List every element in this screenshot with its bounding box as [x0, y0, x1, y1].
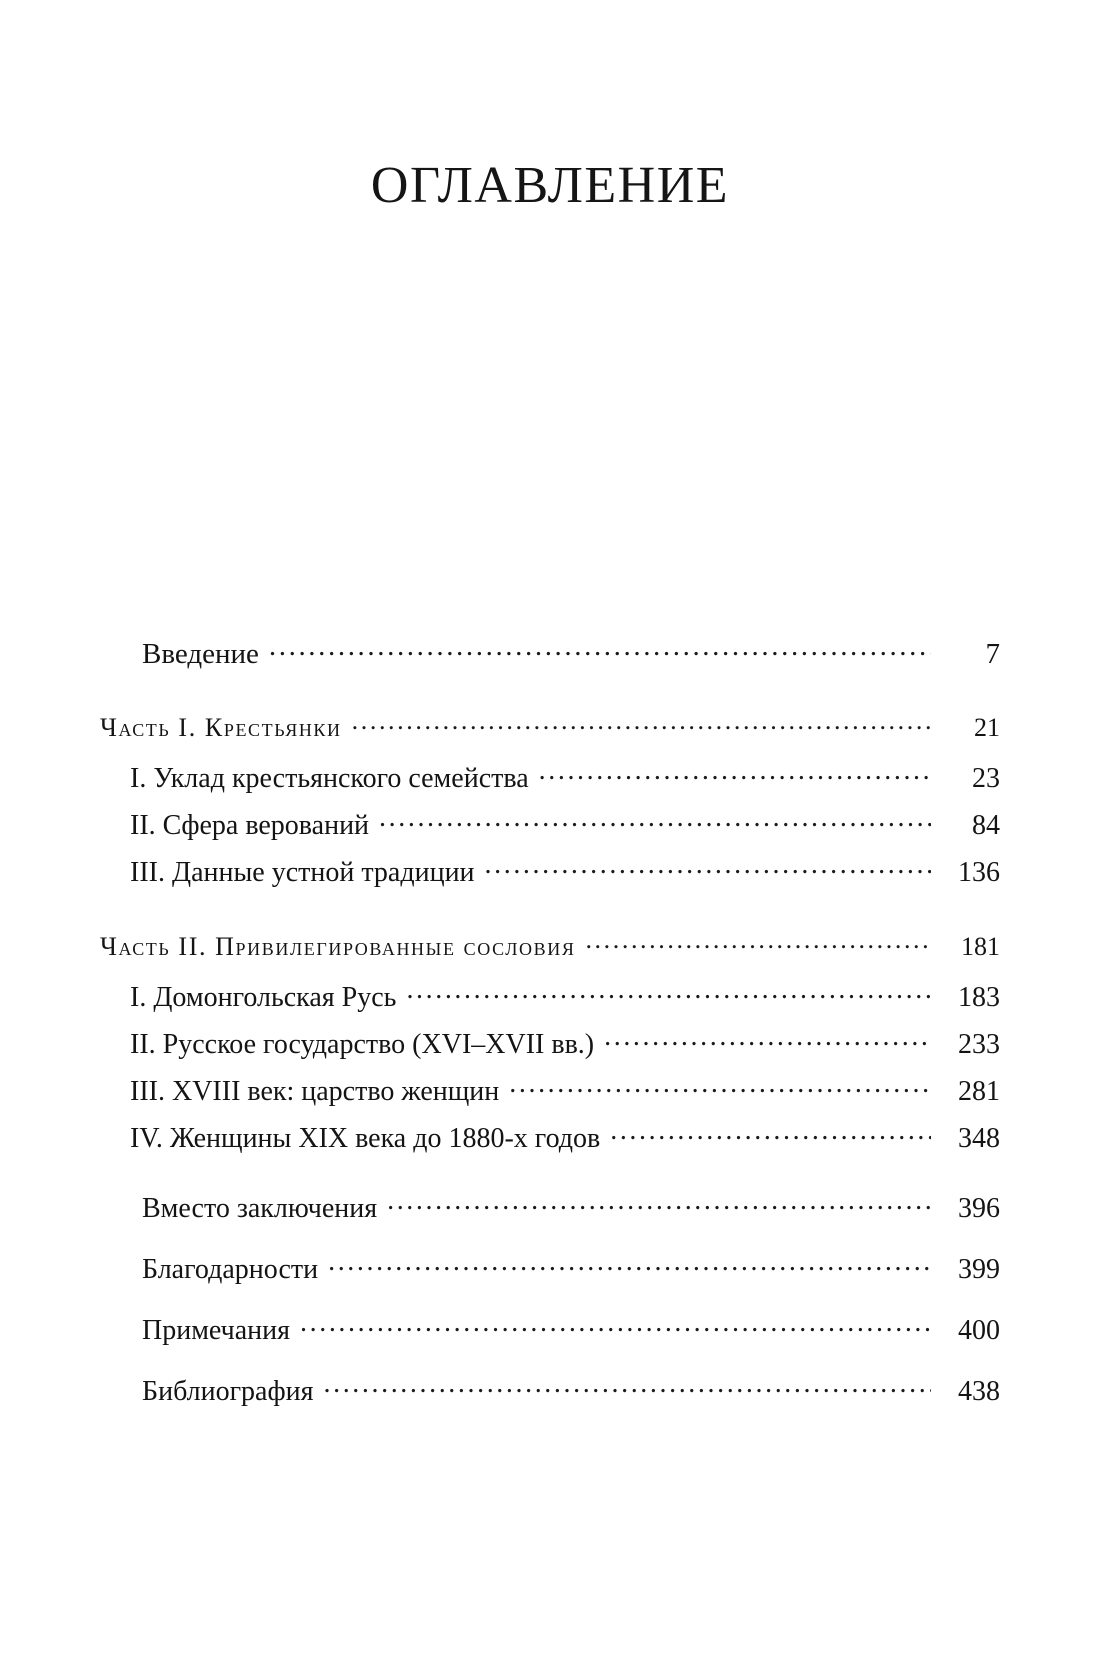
dot-leader	[328, 1250, 931, 1278]
dot-leader	[509, 1072, 931, 1100]
toc-entry-page-number: 396	[958, 1193, 1000, 1224]
dot-leader	[610, 1119, 931, 1147]
spacer	[0, 1345, 1100, 1372]
spacer	[0, 1223, 1100, 1250]
spacer	[0, 1106, 1100, 1119]
spacer	[0, 1059, 1100, 1072]
dot-leader	[352, 710, 931, 736]
toc-entry-label: Введение	[142, 638, 259, 670]
toc-entry-back-matter[interactable]	[142, 1189, 1000, 1223]
toc-entry-label: Вместо заключения	[142, 1193, 378, 1224]
toc-entry-chapter[interactable]	[130, 853, 1000, 887]
spacer	[0, 1153, 1100, 1189]
toc-part-page-number: 181	[961, 932, 1000, 961]
toc-entry-label: Библиография	[142, 1376, 314, 1407]
toc-entry-page-number: 183	[958, 982, 1000, 1013]
dot-leader	[324, 1372, 932, 1400]
dot-leader	[604, 1025, 931, 1053]
spacer	[0, 741, 1100, 759]
spacer	[0, 669, 1100, 710]
dot-leader	[300, 1311, 931, 1339]
toc-entry-page-number: 136	[958, 857, 1000, 888]
dot-leader	[387, 1189, 931, 1217]
toc-entry-page-number: 233	[958, 1029, 1000, 1060]
toc-entry-label: III. XVIII век: царство женщин	[130, 1076, 500, 1107]
toc-entry-page-number: 281	[958, 1076, 1000, 1107]
toc-part-heading-2[interactable]	[100, 929, 1000, 960]
spacer	[0, 1284, 1100, 1311]
toc-entry-page-number: 438	[958, 1376, 1000, 1407]
toc-entry-chapter[interactable]	[130, 1072, 1000, 1106]
toc-entry-label: II. Русское государство (XVI–XVII вв.)	[130, 1029, 595, 1060]
toc-entry-page-number: 7	[985, 638, 1000, 670]
spacer	[0, 793, 1100, 806]
toc-entry-back-matter[interactable]	[142, 1372, 1000, 1406]
toc-entry-label: Примечания	[142, 1315, 291, 1346]
toc-part-label: Часть I. Крестьянки	[100, 713, 342, 742]
dot-leader	[485, 853, 931, 881]
toc-entry-list	[0, 634, 1100, 1406]
toc-entry-chapter[interactable]	[130, 1025, 1000, 1059]
toc-entry-page-number: 399	[958, 1254, 1000, 1285]
dot-leader	[379, 806, 931, 834]
toc-part-heading-1[interactable]	[100, 710, 1000, 741]
toc-entry-front-matter[interactable]	[142, 634, 1000, 669]
toc-entry-back-matter[interactable]	[142, 1311, 1000, 1345]
dot-leader	[585, 929, 931, 955]
toc-part-page-number: 21	[974, 713, 1000, 742]
toc-entry-page-number: 84	[972, 810, 1000, 841]
dot-leader	[539, 759, 931, 787]
spacer	[0, 960, 1100, 978]
dot-leader	[269, 634, 931, 663]
toc-entry-label: III. Данные устной традиции	[130, 857, 475, 888]
toc-entry-label: IV. Женщины XIX века до 1880-х годов	[130, 1123, 601, 1154]
spacer	[0, 1012, 1100, 1025]
toc-entry-label: II. Сфера верований	[130, 810, 370, 841]
toc-entry-page-number: 23	[972, 763, 1000, 794]
spacer	[0, 887, 1100, 929]
page-title: ОГЛАВЛЕНИЕ	[370, 157, 730, 214]
toc-entry-page-number: 400	[958, 1315, 1000, 1346]
toc-entry-chapter[interactable]	[130, 806, 1000, 840]
spacer	[0, 840, 1100, 853]
toc-entry-chapter[interactable]	[130, 759, 1000, 793]
toc-entry-label: Благодарности	[142, 1254, 319, 1285]
toc-entry-label: I. Уклад крестьянского семейства	[130, 763, 529, 794]
toc-entry-chapter[interactable]	[130, 978, 1000, 1012]
toc-entry-page-number: 348	[958, 1123, 1000, 1154]
toc-entry-back-matter[interactable]	[142, 1250, 1000, 1284]
toc-entry-label: I. Домонгольская Русь	[130, 982, 397, 1013]
toc-entry-chapter[interactable]	[130, 1119, 1000, 1153]
toc-part-label: Часть II. Привилегированные сословия	[100, 932, 576, 961]
dot-leader	[406, 978, 931, 1006]
